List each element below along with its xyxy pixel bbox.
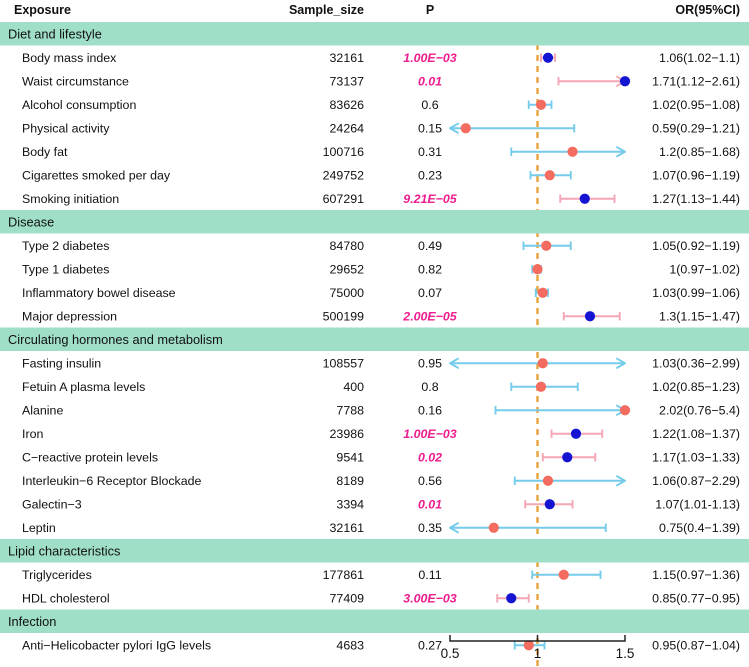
row-or-ci: 1.07(1.01-1.13) [655,497,740,512]
row-sample-size: 100716 [322,145,364,159]
column-header-p: P [425,3,435,17]
point-estimate-marker [543,476,553,486]
row-p-value: 0.6 [421,98,439,112]
forest-row-marker [560,194,614,204]
row-p-value: 0.27 [417,638,443,653]
row-or-ci: 1.03(0.36−2.99) [652,356,740,371]
row-or-ci: 1.06(0.87−2.29) [652,474,740,488]
forest-row-marker [543,452,596,462]
row-p-value: 0.49 [417,239,443,253]
row-or-ci: 1.71(1.12−2.61) [652,74,740,89]
row-or-ci: 0.59(0.29−1.21) [652,121,740,136]
row-or-ci: 1.02(0.85−1.23) [652,380,740,394]
point-estimate-marker [545,170,555,180]
forest-row-marker [525,499,572,509]
forest-row-marker [564,311,620,321]
forest-row-marker [532,264,542,274]
forest-row-marker [511,382,578,392]
row-sample-size: 23986 [329,427,364,441]
row-exposure: Inflammatory bowel disease [22,286,176,300]
row-exposure: Type 1 diabetes [22,262,110,277]
row-p-value: 0.8 [421,380,439,394]
row-p-value: 0.01 [417,497,443,512]
forest-row-marker [496,405,631,415]
row-or-ci: 1.27(1.13−1.44) [652,192,740,206]
point-estimate-marker [620,76,630,86]
row-exposure: Leptin [22,521,56,535]
forest-row-marker [532,570,600,580]
point-estimate-marker [562,452,572,462]
row-exposure: Interleukin−6 Receptor Blockade [22,474,202,488]
column-header-exposure: Exposure [14,3,71,17]
row-sample-size: 177861 [322,568,364,582]
point-estimate-marker [571,429,581,439]
forest-row-marker [552,429,603,439]
row-or-ci: 1.15(0.97−1.36) [652,568,740,582]
point-estimate-marker [580,194,590,204]
row-p-value: 0.82 [417,262,443,277]
row-p-value: 0.02 [417,450,443,465]
point-estimate-marker [538,288,548,298]
point-estimate-marker [461,123,471,133]
point-estimate-marker [536,100,546,110]
forest-row-marker [515,476,625,486]
row-exposure: Physical activity [22,121,110,136]
row-exposure: Body mass index [22,51,117,65]
row-sample-size: 29652 [329,262,364,277]
row-or-ci: 1.06(1.02−1.1) [659,51,740,65]
x-axis-tick-label: 1.5 [615,646,635,661]
row-sample-size: 84780 [329,239,364,253]
row-sample-size: 500199 [322,309,364,324]
row-sample-size: 400 [343,380,364,394]
row-sample-size: 8189 [336,474,364,488]
row-sample-size: 7788 [336,403,364,418]
row-exposure: Type 2 diabetes [22,239,110,253]
point-estimate-marker [538,358,548,368]
row-exposure: C−reactive protein levels [22,450,159,465]
point-estimate-marker [489,523,499,533]
section-band [0,22,749,46]
row-sample-size: 4683 [336,638,364,653]
row-or-ci: 1.03(0.99−1.06) [652,286,740,300]
point-estimate-marker [506,593,516,603]
row-exposure: Alcohol consumption [22,98,137,112]
section-label: Diet and lifestyle [8,26,102,42]
row-or-ci: 1.22(1.08−1.37) [652,427,740,441]
point-estimate-marker [541,241,551,251]
row-exposure: Alanine [22,403,64,418]
row-p-value: 0.23 [417,168,443,183]
forest-row-marker [541,53,555,63]
section-label: Infection [8,614,57,629]
row-or-ci: 1.3(1.15−1.47) [659,309,740,324]
row-p-value: 0.01 [417,74,443,89]
row-exposure: Triglycerides [22,568,92,582]
row-sample-size: 32161 [329,51,364,65]
row-exposure: Fetuin A plasma levels [22,380,146,394]
row-exposure: Major depression [22,309,118,324]
row-p-value: 0.11 [418,568,442,582]
row-exposure: Cigarettes smoked per day [22,168,171,183]
row-sample-size: 108557 [322,356,364,371]
point-estimate-marker [567,147,577,157]
row-or-ci: 1.17(1.03−1.33) [652,450,740,465]
column-header-sample-size: Sample_size [288,3,364,17]
section-label: Disease [8,214,55,230]
row-sample-size: 607291 [322,192,364,206]
forest-row-marker [529,100,552,110]
row-exposure: Waist circumstance [22,74,129,89]
row-sample-size: 75000 [329,286,364,300]
row-exposure: Iron [22,427,44,441]
row-sample-size: 24264 [329,121,364,136]
row-exposure: Smoking initiation [22,192,120,206]
row-p-value: 0.07 [417,286,443,300]
row-or-ci: 1.02(0.95−1.08) [652,98,740,112]
section-band [0,210,749,234]
column-header-or: OR(95%CI) [675,3,740,17]
point-estimate-marker [545,499,555,509]
section-label: Lipid characteristics [8,543,121,559]
row-p-value: 0.35 [417,521,443,535]
row-p-value: 0.16 [417,403,443,418]
forest-row-marker [450,523,606,533]
row-p-value: 1.00E−03 [403,51,457,65]
row-exposure: Galectin−3 [22,497,82,512]
forest-row-marker [511,147,625,157]
row-sample-size: 9541 [336,450,364,465]
row-or-ci: 0.95(0.87−1.04) [652,638,740,653]
row-exposure: HDL cholesterol [22,591,110,606]
row-p-value: 0.15 [417,121,443,136]
row-or-ci: 0.85(0.77−0.95) [652,591,740,606]
point-estimate-marker [543,53,553,63]
row-sample-size: 77409 [329,591,364,606]
forest-row-marker [497,593,529,603]
row-exposure: Anti−Helicobacter pylori IgG levels [22,638,212,653]
section-label: Circulating hormones and metabolism [8,332,223,347]
row-sample-size: 249752 [322,168,364,183]
row-or-ci: 2.02(0.76−5.4) [659,403,740,418]
point-estimate-marker [585,311,595,321]
point-estimate-marker [532,264,542,274]
row-p-value: 0.31 [417,145,443,159]
point-estimate-marker [536,382,546,392]
row-sample-size: 73137 [329,74,364,89]
row-sample-size: 32161 [329,521,364,535]
forest-row-marker [450,123,574,133]
row-or-ci: 1(0.97−1.02) [669,262,740,277]
row-or-ci: 1.05(0.92−1.19) [652,239,740,253]
forest-row-marker [524,241,571,251]
row-sample-size: 3394 [336,497,364,512]
row-exposure: Body fat [22,145,68,159]
row-p-value: 1.00E−03 [403,427,457,441]
point-estimate-marker [620,405,630,415]
point-estimate-marker [559,570,569,580]
x-axis-tick-label: 1 [533,646,542,661]
row-or-ci: 1.07(0.96−1.19) [652,168,740,183]
row-p-value: 2.00E−05 [403,309,457,324]
row-p-value: 9.21E−05 [403,192,457,206]
row-p-value: 0.95 [417,356,443,371]
x-axis-tick-label: 0.5 [440,646,460,661]
row-exposure: Fasting insulin [22,356,102,371]
row-p-value: 0.56 [417,474,443,488]
forest-row-marker [559,76,631,86]
section-band [0,610,749,634]
row-sample-size: 83626 [329,98,364,112]
row-or-ci: 1.2(0.85−1.68) [659,145,740,159]
row-or-ci: 0.75(0.4−1.39) [659,521,740,535]
row-p-value: 3.00E−03 [403,591,457,606]
